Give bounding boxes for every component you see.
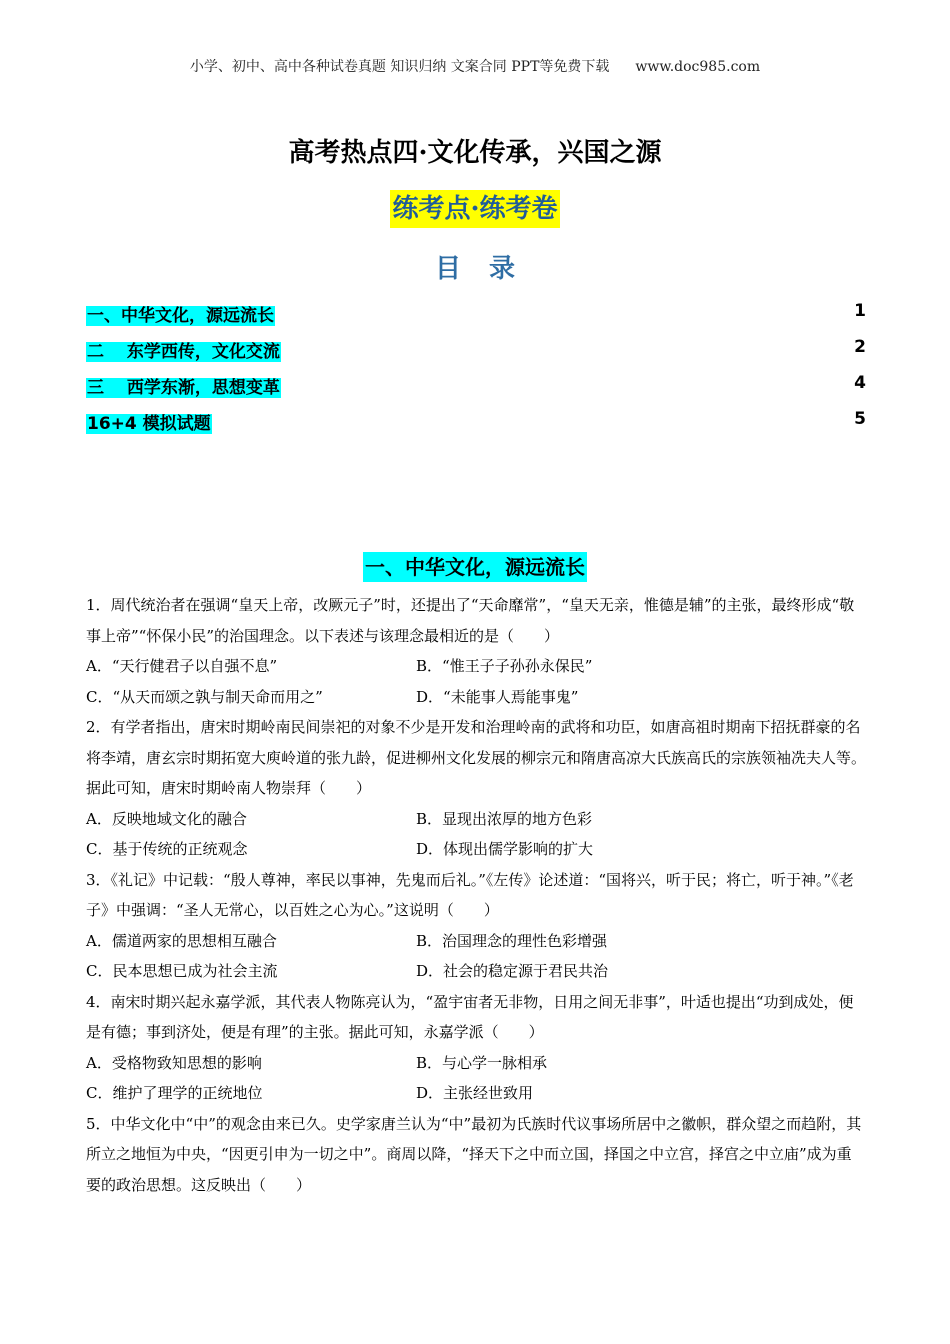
option-d: D．“未能事人焉能事鬼”: [416, 687, 579, 706]
question-stem: 4．南宋时期兴起永嘉学派，其代表人物陈亮认为，“盈宇宙者无非物，日用之间无非事”，叶适也提出“功到成处，便是有德；事到济处，便是有理”的主张。据此可知，永嘉学派（ ）: [86, 992, 854, 1041]
question-item: [86, 865, 866, 987]
question-stem: 1．周代统治者在强调“皇天上帝，改厥元子”时，还提出了“天命靡常”，“皇天无亲，惟德是辅”的主张，最终形成“敬事上帝”“怀保小民”的治国理念。以下表述与该理念最相近的是（ ）: [86, 596, 855, 645]
question-item: [86, 712, 866, 865]
option-a: A．“天行健君子以自强不息”: [86, 657, 278, 675]
question-list: [86, 590, 866, 1200]
page-subtitle: 练考点·练考卷: [390, 190, 559, 228]
section-heading-wrapper: [0, 552, 950, 582]
option-list: [86, 1048, 866, 1109]
option-b: B．“惟王子子孙孙永保民”: [416, 657, 593, 675]
question-stem: 3．《礼记》中记载：“殷人尊神，率民以事神，先鬼而后礼。”《左传》论述道：“国将兴，听于民；将亡，听于神。”《老子》中强调：“圣人无常心，以百姓之心为心。”这说明（ ）: [86, 870, 854, 919]
toc-item-label[interactable]: 二 东学西传，文化交流: [87, 342, 280, 362]
section-heading: 一、中华文化，源远流长: [363, 552, 587, 582]
question-item: [86, 987, 866, 1109]
page-header: [0, 56, 950, 76]
page-title: 高考热点四·文化传承，兴国之源: [288, 138, 662, 168]
option-list: [86, 804, 866, 865]
toc-item-page: 4: [854, 373, 866, 393]
table-of-contents: [86, 301, 866, 445]
option-a: A．儒道两家的思想相互融合: [86, 931, 277, 950]
toc-item[interactable]: [86, 301, 866, 337]
toc-item[interactable]: [86, 373, 866, 409]
option-c: C．“从天而颂之孰与制天命而用之”: [86, 687, 323, 706]
toc-item-page: 2: [854, 337, 866, 357]
option-list: [86, 926, 866, 987]
header-site[interactable]: www.doc985.com: [635, 59, 761, 75]
option-d: D．体现出儒学影响的扩大: [416, 840, 594, 858]
toc-item[interactable]: [86, 337, 866, 373]
toc-item-page: 1: [854, 301, 866, 321]
toc-item-page: 5: [854, 409, 866, 429]
toc-title: 目录: [434, 254, 543, 284]
header-text: 小学、初中、高中各种试卷真题 知识归纳 文案合同 PPT等免费下载: [189, 59, 610, 75]
option-b: B．治国理念的理性色彩增强: [416, 931, 608, 950]
option-list: [86, 651, 866, 712]
option-b: B．显现出浓厚的地方色彩: [416, 809, 593, 828]
option-a: A．反映地域文化的融合: [86, 809, 247, 828]
option-d: D．社会的稳定源于君民共治: [416, 962, 609, 980]
toc-item-label[interactable]: 一、中华文化，源远流长: [87, 306, 274, 326]
toc-item-label[interactable]: 三 西学东渐，思想变革: [87, 378, 280, 398]
question-stem: 5．中华文化中“中”的观念由来已久。史学家唐兰认为“中”最初为氏族时代议事场所居中之徽帜，群众望之而趋附，其所立之地恒为中央，“因更引申为一切之中”。商周以降，“择天下之中而立国，择国之中立宫，择宫之中立庙”成为重要的政治思想。这反映出（ ）: [86, 1114, 862, 1194]
question-stem: 2．有学者指出，唐宋时期岭南民间崇祀的对象不少是开发和治理岭南的武将和功臣，如唐高祖时期南下招抚群豪的名将李靖，唐玄宗时期拓宽大庾岭道的张九龄，促进柳州文化发展的柳宗元和隋唐高凉大氏族高氏的宗族领袖冼夫人等。据此可知，唐宋时期岭南人物崇拜（ ）: [86, 718, 867, 797]
option-d: D．主张经世致用: [416, 1084, 534, 1102]
toc-item[interactable]: [86, 409, 866, 445]
question-item: [86, 1109, 866, 1201]
toc-item-label[interactable]: 16+4 模拟试题: [87, 414, 211, 434]
option-c: C．基于传统的正统观念: [86, 840, 248, 858]
question-item: [86, 590, 866, 712]
option-a: A．受格物致知思想的影响: [86, 1053, 262, 1072]
subtitle-wrapper: [0, 190, 950, 228]
option-c: C．维护了理学的正统地位: [86, 1084, 263, 1102]
option-c: C．民本思想已成为社会主流: [86, 962, 278, 980]
option-b: B．与心学一脉相承: [416, 1053, 548, 1072]
